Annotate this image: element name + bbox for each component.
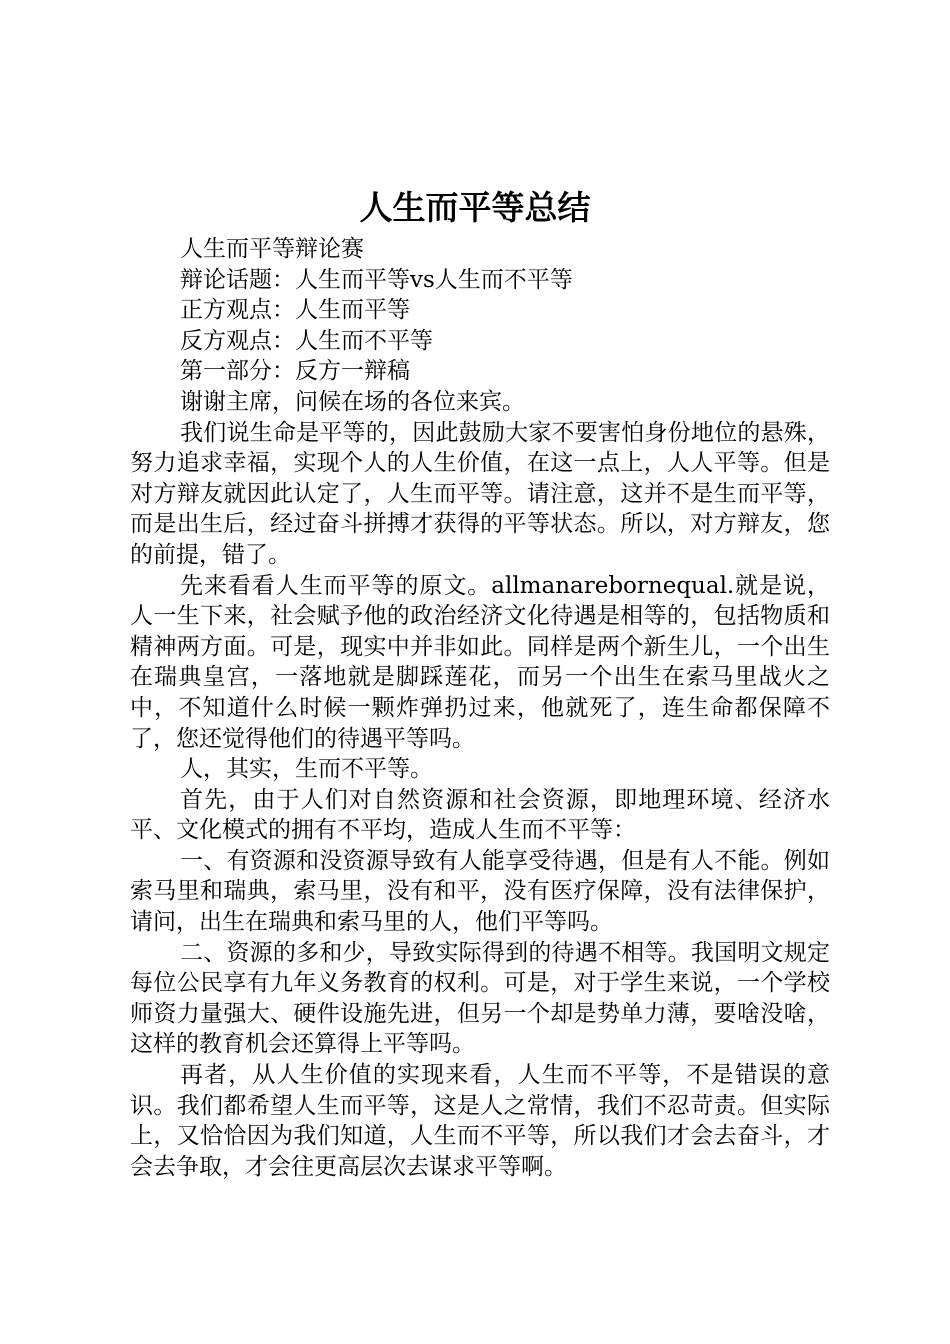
document-body <box>130 234 830 1182</box>
paragraph-7: 我们说生命是平等的，因此鼓励大家不要害怕身份地位的悬殊，努力追求幸福，实现个人的人生价值，在这一点上，人人平等。但是对方辩友就因此认定了，人生而平等。请注意，这并不是生而平等，而是出生后，经过奋斗拼搏才获得的平等状态。所以，对方辩友，您的前提，错了。 <box>130 419 830 568</box>
paragraph-3: 正方观点：人生而平等 <box>180 297 410 324</box>
paragraph-10: 首先，由于人们对自然资源和社会资源，即地理环境、经济水平、文化模式的拥有不平均，造成人生而不平等： <box>130 786 830 844</box>
paragraph-8: 先来看看人生而平等的原文。allmanarebornequal.就是说，人一生下来，社会赋予他的政治经济文化待遇是相等的，包括物质和精神两方面。可是，现实中并非如此。同样是两个新生儿，一个出生在瑞典皇宫，一落地就是脚踩莲花，而另一个出生在索马里战火之中，不知道什么时候一颗炸弹扔过来，他就死了，连生命都保障不了，您还觉得他们的待遇平等吗。 <box>130 572 830 752</box>
document-title: 人生而平等总结 <box>359 188 591 227</box>
paragraph-9: 人，其实，生而不平等。 <box>180 756 433 783</box>
paragraph-4: 反方观点：人生而不平等 <box>180 327 433 354</box>
paragraph-1: 人生而平等辩论赛 <box>180 236 364 262</box>
paragraph-5: 第一部分：反方一辩稿 <box>180 358 410 385</box>
paragraph-11: 一、有资源和没资源导致有人能享受待遇，但是有人不能。例如索马里和瑞典，索马里，没有和平，没有医疗保障，没有法律保护，请问，出生在瑞典和索马里的人，他们平等吗。 <box>130 847 830 936</box>
paragraph-6: 谢谢主席，问候在场的各位来宾。 <box>180 388 525 415</box>
paragraph-2: 辩论话题：人生而平等vs人生而不平等 <box>180 266 573 293</box>
paragraph-12: 二、资源的多和少，导致实际得到的待遇不相等。我国明文规定每位公民享有九年义务教育的权利。可是，对于学生来说，一个学校师资力量强大、硬件设施先进，但另一个却是势单力薄，要啥没啥，这样的教育机会还算得上平等吗。 <box>130 939 830 1058</box>
paragraph-13: 再者，从人生价值的实现来看，人生而不平等，不是错误的意识。我们都希望人生而平等，这是人之常情，我们不忍苛责。但实际上，又恰恰因为我们知道，人生而不平等，所以我们才会去奋斗，才会去争取，才会往更高层次去谋求平等啊。 <box>130 1062 830 1180</box>
